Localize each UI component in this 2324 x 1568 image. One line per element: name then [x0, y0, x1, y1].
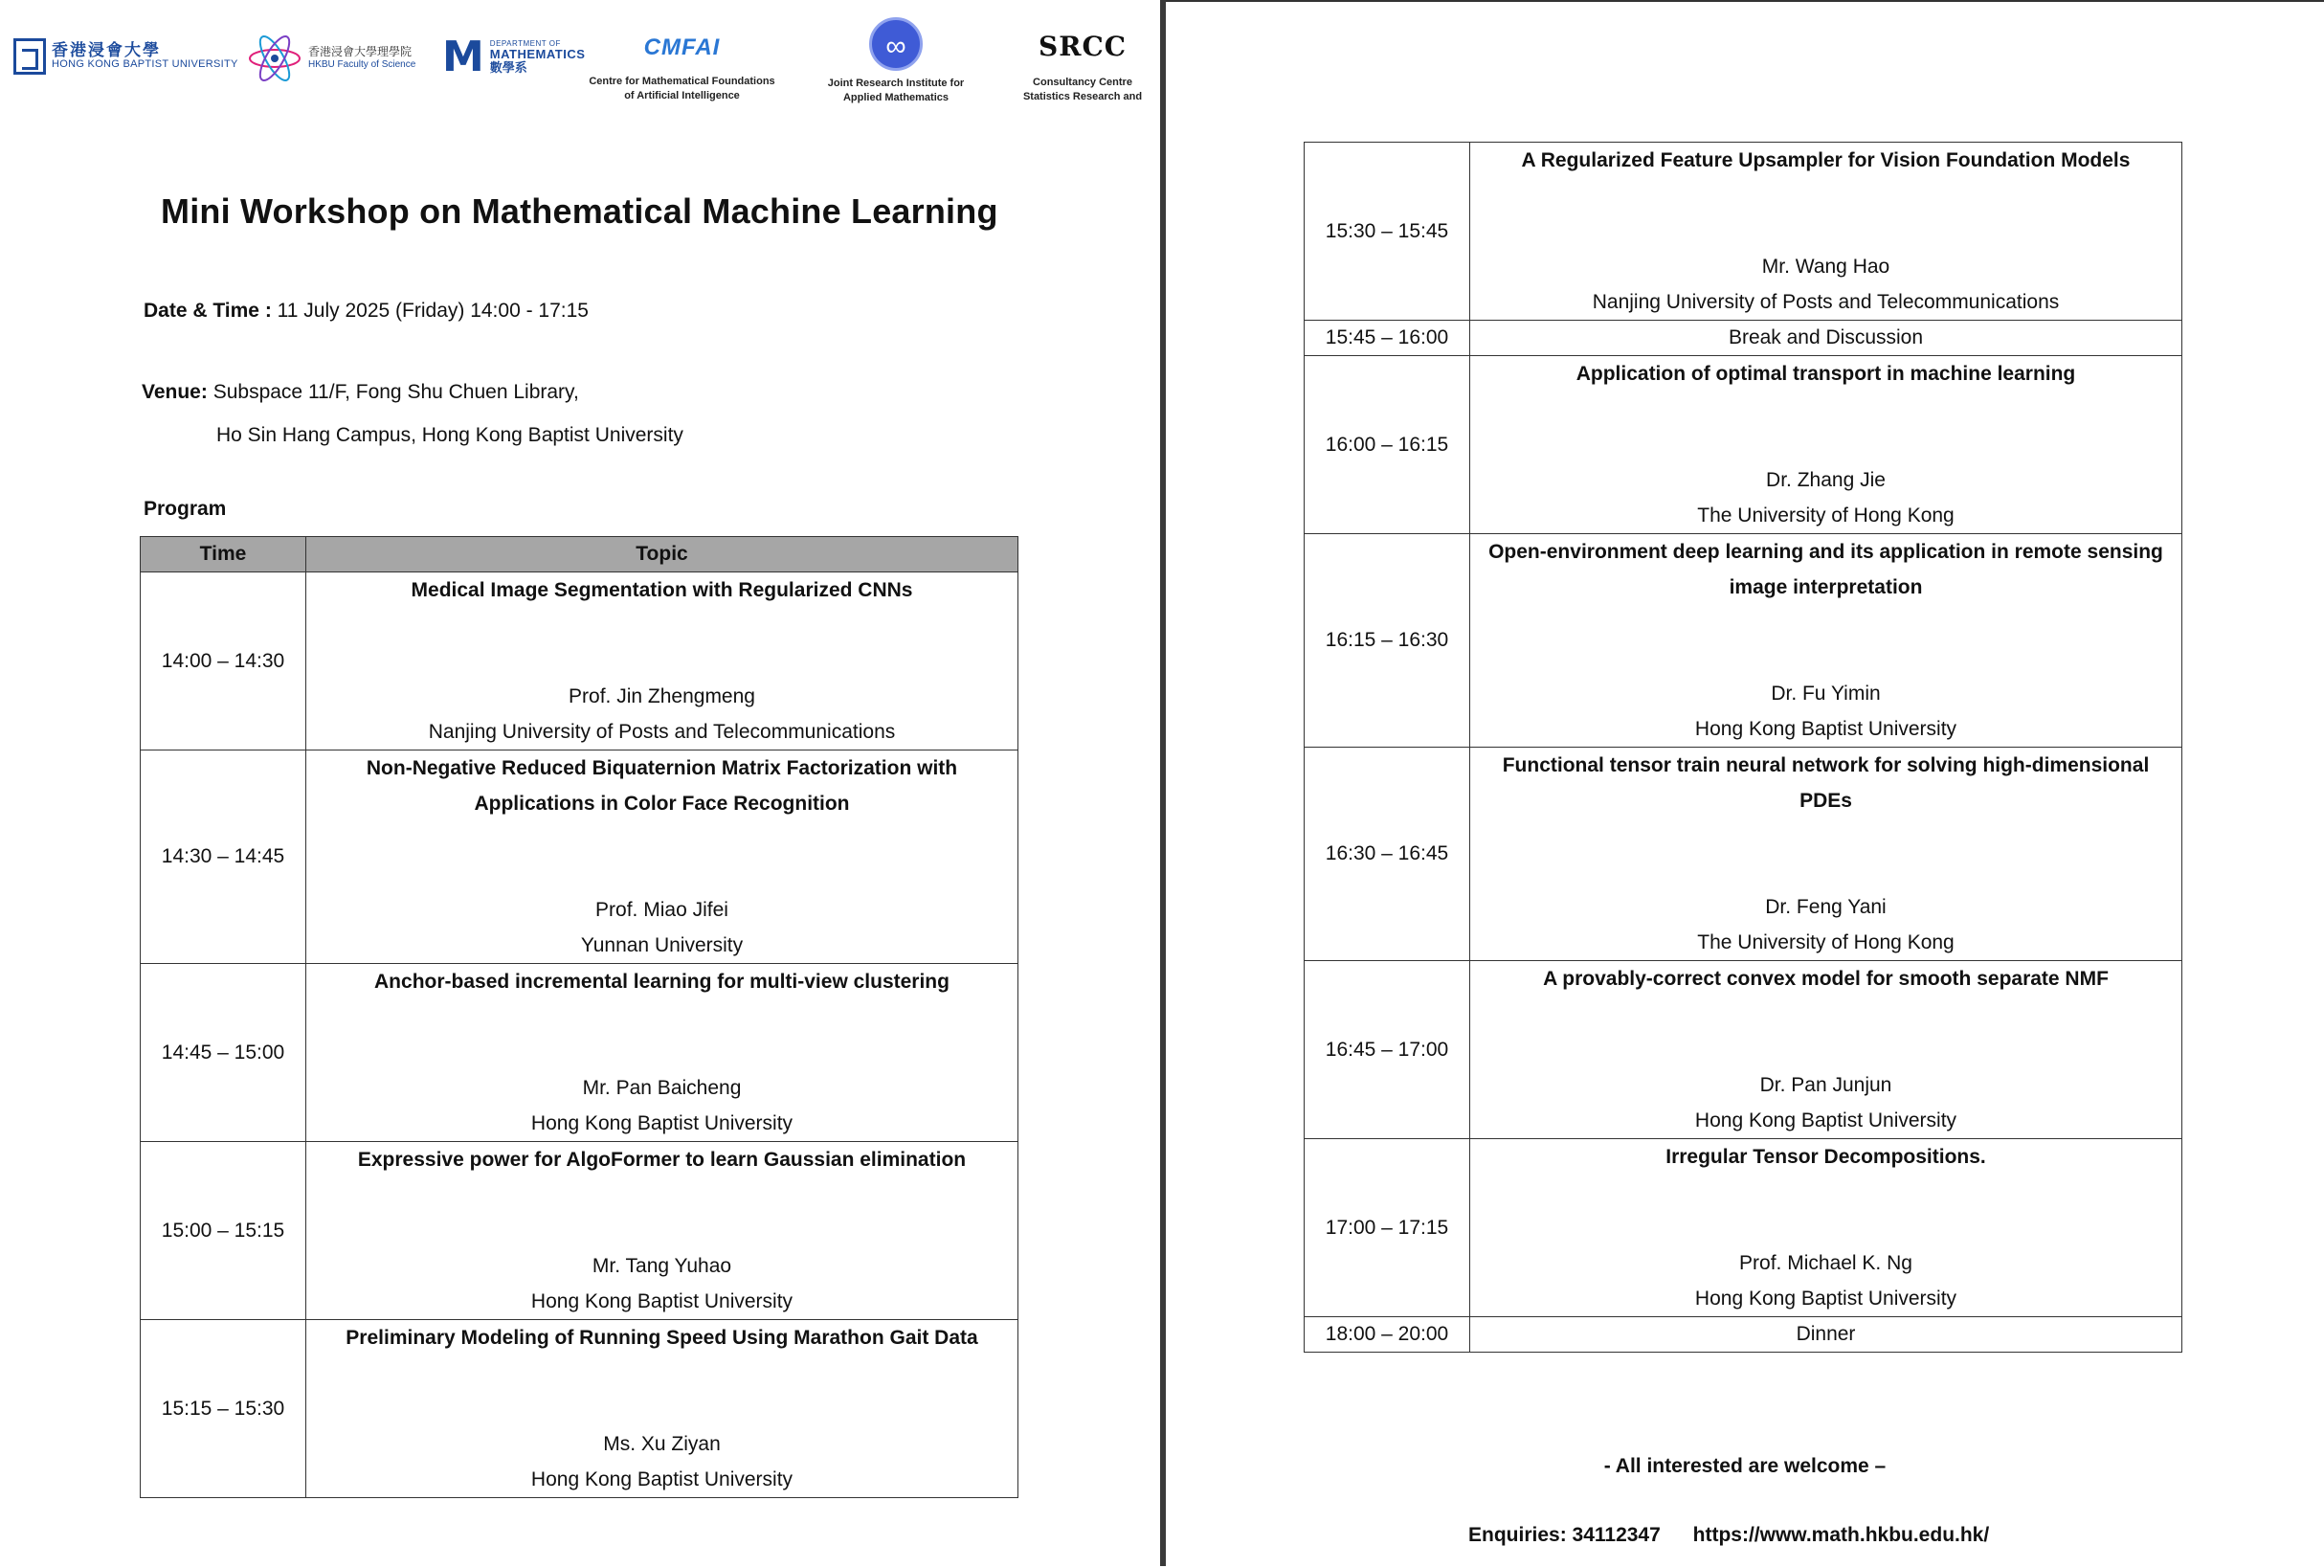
session-topic	[1470, 1139, 2182, 1317]
program-heading: Program	[144, 498, 227, 520]
welcome-note: - All interested are welcome –	[1603, 1455, 1887, 1477]
table-row	[1305, 1317, 2182, 1353]
speaker-name: Ms. Xu Ziyan	[603, 1433, 721, 1455]
srcc-wordmark: SRCC	[1038, 31, 1128, 62]
talk-title: Functional tensor train neural network for solving high-dimensional PDEs	[1502, 754, 2150, 812]
speaker-affiliation: The University of Hong Kong	[1697, 931, 1955, 953]
speaker-name: Mr. Wang Hao	[1761, 256, 1890, 278]
venue-line-2: Ho Sin Hang Campus, Hong Kong Baptist University	[216, 424, 683, 446]
talk-title: Anchor-based incremental learning for multi-view clustering	[374, 971, 950, 993]
session-topic	[306, 1320, 1018, 1498]
session-time: 18:00 – 20:00	[1305, 1317, 1470, 1353]
speaker-name: Mr. Tang Yuhao	[592, 1255, 732, 1277]
session-topic	[1470, 534, 2182, 748]
jri-logo	[819, 17, 972, 105]
venue	[142, 381, 579, 404]
session-time: 14:00 – 14:30	[141, 572, 306, 750]
srcc-caption-1: Consultancy Centre	[1033, 77, 1132, 88]
table-header-row	[141, 537, 1018, 572]
srcc-caption-2: Statistics Research and	[1022, 90, 1143, 102]
talk-title: Expressive power for AlgoFormer to learn Gaussian elimination	[357, 1149, 967, 1171]
talk-title: Irregular Tensor Decompositions.	[1665, 1146, 1986, 1168]
enquiries-line	[1468, 1524, 1989, 1547]
topic-column-header: Topic	[306, 537, 1018, 572]
speaker-affiliation: Hong Kong Baptist University	[1694, 1109, 1957, 1131]
session-time: 17:00 – 17:15	[1305, 1139, 1470, 1317]
session-time: 16:30 – 16:45	[1305, 748, 1470, 961]
session-topic	[1470, 356, 2182, 534]
talk-title: Non-Negative Reduced Biquaternion Matrix Factorization with Applications in Color Face Recognition	[366, 757, 958, 815]
table-row	[1305, 534, 2182, 748]
table-row	[1305, 356, 2182, 534]
date-label: Date & Time :	[144, 300, 272, 322]
cmfai-caption-1: Centre for Mathematical Foundations	[589, 76, 775, 87]
venue-line-1: Subspace 11/F, Fong Shu Chuen Library,	[212, 381, 579, 403]
talk-title: A provably-correct convex model for smooth separate NMF	[1543, 968, 2109, 990]
science-logo-english: HKBU Faculty of Science	[308, 59, 416, 71]
enquiries-phone: Enquiries: 34112347	[1468, 1524, 1661, 1546]
venue-label: Venue:	[142, 381, 208, 403]
session-topic	[1470, 748, 2182, 961]
infinity-icon: ∞	[869, 17, 923, 71]
table-row	[141, 1142, 1018, 1320]
speaker-affiliation: Nanjing University of Posts and Telecommunications	[428, 721, 896, 743]
math-logo-chinese: 數學系	[489, 59, 527, 75]
speaker-affiliation: Hong Kong Baptist University	[530, 1112, 793, 1134]
speaker-affiliation: Hong Kong Baptist University	[1694, 718, 1957, 740]
session-topic	[306, 964, 1018, 1142]
page-title: Mini Workshop on Mathematical Machine Learning	[161, 191, 998, 231]
session-time: 15:00 – 15:15	[141, 1142, 306, 1320]
session-topic	[306, 750, 1018, 964]
session-time: 15:15 – 15:30	[141, 1320, 306, 1498]
date-time	[144, 300, 589, 323]
session-topic	[306, 572, 1018, 750]
math-m-icon: M	[442, 33, 484, 81]
speaker-affiliation: Hong Kong Baptist University	[530, 1290, 793, 1312]
speaker-affiliation: Nanjing University of Posts and Telecommunications	[1592, 291, 2060, 313]
speaker-name: Prof. Miao Jifei	[595, 899, 728, 921]
session-time: 16:00 – 16:15	[1305, 356, 1470, 534]
talk-title: Application of optimal transport in machine learning	[1575, 363, 2076, 385]
cmfai-wordmark: CMFAI	[643, 34, 721, 60]
speaker-name: Dr. Zhang Jie	[1766, 469, 1886, 491]
date-value: 11 July 2025 (Friday) 14:00 - 17:15	[277, 300, 589, 322]
math-logo-small: DEPARTMENT OF	[489, 38, 561, 48]
speaker-name: Dr. Feng Yani	[1765, 896, 1887, 918]
session-time: 14:30 – 14:45	[141, 750, 306, 964]
hkbu-logo-english: HONG KONG BAPTIST UNIVERSITY	[52, 58, 238, 71]
table-row	[1305, 748, 2182, 961]
session-time: 15:45 – 16:00	[1305, 321, 1470, 356]
session-time: 15:30 – 15:45	[1305, 143, 1470, 321]
science-logo-chinese: 香港浸會大學理學院	[308, 45, 413, 59]
session-topic	[1470, 143, 2182, 321]
speaker-affiliation: Hong Kong Baptist University	[530, 1468, 793, 1490]
hkbu-crest-icon	[13, 38, 46, 75]
session-time: 16:45 – 17:00	[1305, 961, 1470, 1139]
table-row	[141, 1320, 1018, 1498]
table-row	[141, 750, 1018, 964]
break-label: Break and Discussion	[1470, 321, 2182, 356]
jri-caption-1: Joint Research Institute for	[827, 78, 965, 89]
session-topic	[1470, 961, 2182, 1139]
program-table-right	[1304, 142, 2182, 1353]
session-time: 16:15 – 16:30	[1305, 534, 1470, 748]
speaker-name: Prof. Jin Zhengmeng	[569, 685, 755, 707]
hkbu-logo	[13, 38, 238, 75]
speaker-affiliation: The University of Hong Kong	[1697, 504, 1955, 526]
table-row	[1305, 961, 2182, 1139]
session-topic	[306, 1142, 1018, 1320]
page-left	[0, 0, 1160, 1566]
talk-title: A Regularized Feature Upsampler for Vision Foundation Models	[1521, 149, 2131, 171]
talk-title: Preliminary Modeling of Running Speed Using Marathon Gait Data	[346, 1327, 978, 1349]
speaker-name: Mr. Pan Baicheng	[582, 1077, 742, 1099]
table-row	[141, 964, 1018, 1142]
dinner-label: Dinner	[1470, 1317, 2182, 1353]
program-table-left	[140, 536, 1018, 1498]
speaker-name: Dr. Fu Yimin	[1771, 683, 1881, 705]
time-column-header: Time	[141, 537, 306, 572]
table-row	[141, 572, 1018, 750]
talk-title: Open-environment deep learning and its application in remote sensing image interpretation	[1488, 541, 2163, 598]
srcc-logo	[1020, 31, 1145, 104]
table-row	[1305, 321, 2182, 356]
session-time: 14:45 – 15:00	[141, 964, 306, 1142]
table-row	[1305, 1139, 2182, 1317]
atom-icon	[247, 34, 302, 82]
faculty-of-science-logo	[247, 34, 415, 82]
speaker-name: Dr. Pan Junjun	[1759, 1074, 1892, 1096]
jri-caption-2: Applied Mathematics	[842, 91, 950, 103]
cmfai-logo	[574, 34, 790, 103]
website-link[interactable]: https://www.math.hkbu.edu.hk/	[1692, 1524, 1990, 1546]
speaker-affiliation: Hong Kong Baptist University	[1694, 1288, 1957, 1310]
speaker-affiliation: Yunnan University	[580, 934, 744, 956]
table-row	[1305, 143, 2182, 321]
math-logo-big: MATHEMATICS	[489, 47, 586, 62]
hkbu-logo-chinese: 香港浸會大學	[52, 41, 161, 60]
cmfai-caption-2: of Artificial Intelligence	[624, 89, 740, 101]
talk-title: Medical Image Segmentation with Regularized CNNs	[411, 579, 913, 601]
speaker-name: Prof. Michael K. Ng	[1739, 1252, 1912, 1274]
mathematics-logo	[442, 33, 586, 81]
